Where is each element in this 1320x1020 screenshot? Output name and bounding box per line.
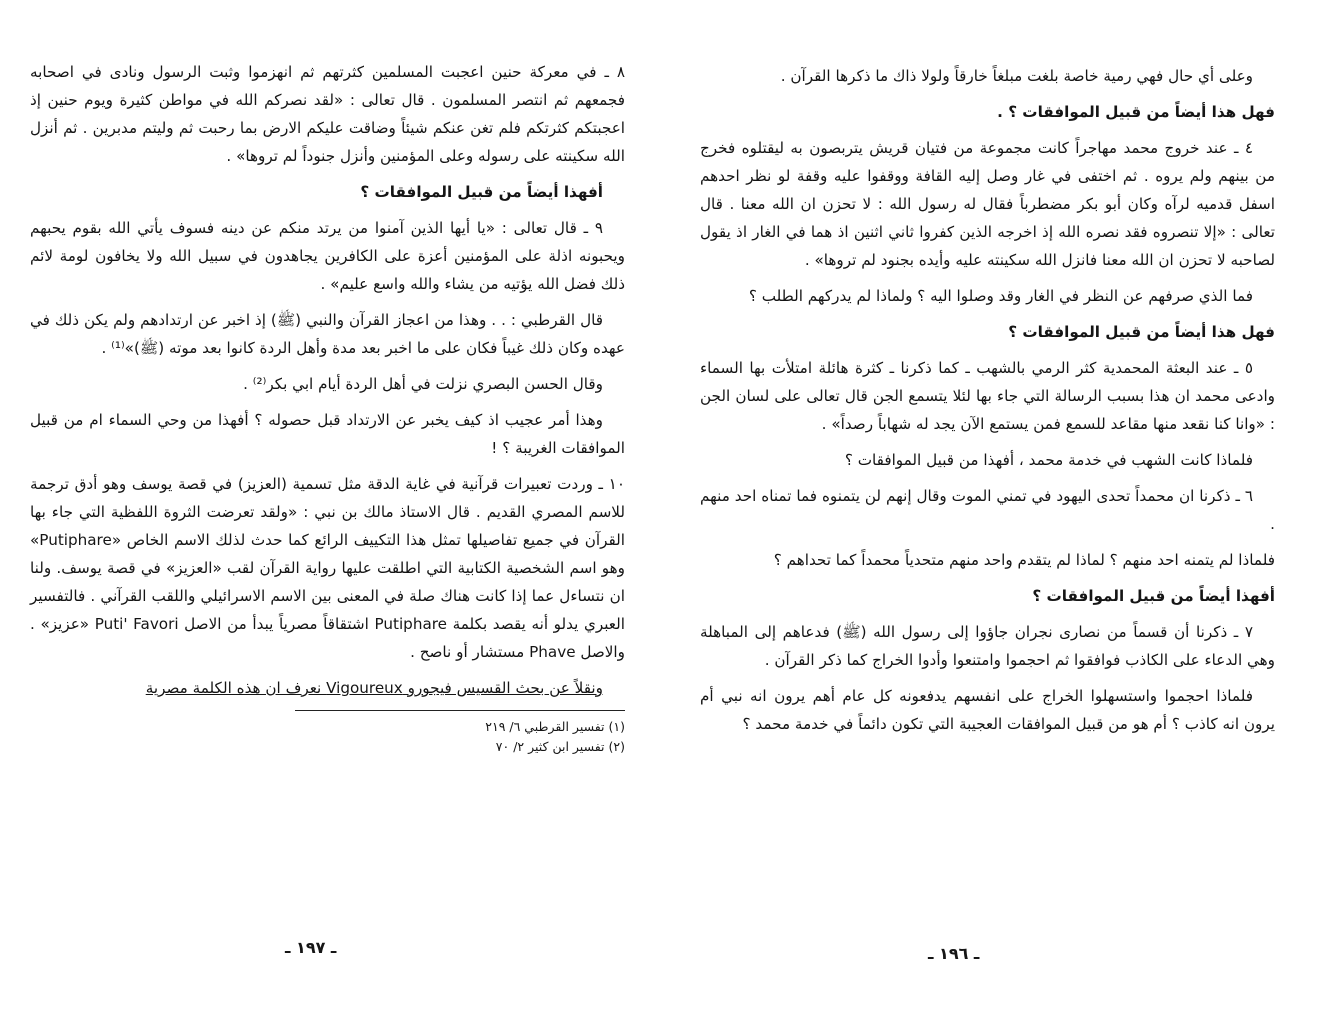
qurtubi-quote: قال القرطبي : . . وهذا من اعجاز القرآن والنبي (ﷺ) إذ اخبر عن ارتدادهم ولم يكن ذلك في عهده وكان ذلك غيباً فكان على ما اخبر بعد مدة وأهل الردة كانوا بعد موته (ﷺ)»⁽¹⁾ .: [30, 311, 625, 357]
hasan-basri-quote: وقال الحسن البصري نزلت في أهل الردة أيام ابي بكر⁽²⁾ .: [243, 375, 603, 393]
paragraph-7: ٧ ـ ذكرنا أن قسماً من نصارى نجران جاؤوا إلى رسول الله (ﷺ) فدعاهم إلى المباهلة وهي الدعاء على الكاذب فوافقوا ثم احجموا وامتنعوا وأدوا الخراج كما ذكر القرآن .: [700, 623, 1275, 669]
paragraph-5: ٥ ـ عند البعثة المحمدية كثر الرمي بالشهب ـ كما ذكرنا ـ كثرة هائلة امتلأت بها السماء وادعى محمد ان هذا بسبب الرسالة التي جاء بها لئلا يتسمع الجن قال تعالى على لسان الجن : «وانا كنا نقعد منها مقاعد للسمع فمن يستمع الآن يجد له شهاباً رصداً» .: [700, 359, 1275, 433]
left-page: [30, 58, 625, 1020]
paragraph-10: ١٠ ـ وردت تعبيرات قرآنية في غاية الدقة مثل تسمية (العزيز) في قصة يوسف وهو أدق ترجمة للاسم المصري القديم . قال الاستاذ مالك بن نبي : «ولقد تعرضت الثروة اللفظية التي جاء بها القرآن في جميع تفاصيلها تمثل هذا التكييف الرائع كما حدث لذلك الاسم الخاص «Putiphare» وهو اسم الشخصية الكتابية التي اطلقت عليها رواية القرآن لقب «العزيز» في قصة يوسف. ولنا ان نتساءل عما إذا كانت هناك صلة في المعنى بين الاسم الاسرائيلي واللقب القرآني . فالتفسير العبري يدلو أنه يقصد بكلمة Putiphare اشتقاقاً مصرياً يبدأ من الاصل Puti' Favori «عزيز» . والاصل Phave مستشار أو ناصح .: [30, 475, 625, 661]
paragraph-6: ٦ ـ ذكرنا ان محمداً تحدى اليهود في تمني الموت وقال إنهم لن يتمنوه فما تمناه احد منهم .: [700, 487, 1275, 533]
paragraph-intro: وعلى أي حال فهي رمية خاصة بلغت مبلغاً خارقاً ولولا ذاك ما ذكرها القرآن .: [780, 67, 1253, 85]
question-line: فهل هذا أيضاً من قبيل الموافقات ؟ .: [997, 103, 1275, 121]
closing-question: فلماذا احجموا واستسهلوا الخراج على انفسهم يدفعونه كل عام أهم يرون انه نبي أم يرون انه كاذب ؟ أم هو من قبيل الموافقات العجيبة التي تكون دائماً في خدمة محمد ؟: [700, 687, 1275, 733]
question-line: أفهذا أيضاً من قبيل الموافقات ؟: [1032, 587, 1275, 605]
paragraph-9: ٩ ـ قال تعالى : «يا أيها الذين آمنوا من يرتد منكم عن دينه فسوف يأتي الله بقوم يحبهم ويحبونه اذلة على المؤمنين أعزة على الكافرين يجاهدون في سبيل الله ولا يخافون لومة لائم ذلك فضل الله يؤتيه من يشاء والله واسع عليم» .: [30, 219, 625, 293]
footnote-divider: [295, 710, 625, 711]
paragraph-8: ٨ ـ في معركة حنين اعجبت المسلمين كثرتهم ثم انهزموا وثبت الرسول ونادى في اصحابه فجمعهم ثم انتصر المسلمون . قال تعالى : «لقد نصركم الله في مواطن كثيرة ويوم حنين إذ اعجبتكم كثرتكم فلم تغن عنكم شيئاً وضاقت عليكم الارض بما رحبت ثم وليتم مدبرين . ثم أنزل الله سكينته على رسوله وعلى المؤمنين وأنزل جنوداً لم تروها» .: [30, 63, 625, 165]
question-paragraph: وهذا أمر عجيب اذ كيف يخبر عن الارتداد قبل حصوله ؟ أفهذا من وحي السماء ام من قبيل الموافقات الغريبة ؟ !: [30, 411, 625, 457]
question-line: فما الذي صرفهم عن النظر في الغار وقد وصلوا اليه ؟ ولماذا لم يدركهم الطلب ؟: [748, 287, 1253, 305]
question-line: فهل هذا أيضاً من قبيل الموافقات ؟: [1008, 323, 1275, 341]
question-line: فلماذا كانت الشهب في خدمة محمد ، أفهذا من قبيل الموافقات ؟: [844, 451, 1253, 469]
footnote-1: (١) تفسير القرطبي ٦/ ٢١٩: [485, 719, 625, 734]
vigoureux-line: ونقلاً عن بحث القسيس فيجورو Vigoureux نعرف ان هذه الكلمة مصرية: [145, 679, 603, 697]
page-number-right: ـ ١٩٦ ـ: [928, 944, 980, 963]
footnote-2: (٢) تفسير ابن كثير ٢/ ٧٠: [495, 739, 625, 754]
question-line: فلماذا لم يتمنه احد منهم ؟ لماذا لم يتقدم واحد منهم متحدياً محمداً كما تحداهم ؟: [773, 551, 1275, 569]
right-page: [700, 62, 1275, 1020]
paragraph-4: ٤ ـ عند خروج محمد مهاجراً كانت مجموعة من فتيان قريش يتربصون به ليقتلوه فخرج من بينهم ولم يروه . ثم اختفى في غار وصل إليه القافة ووقفوا عليه وقفة لو نظر احدهم اسفل قدميه لرآه وكان أبو بكر مضطرباً فقال له رسول الله : لا تحزن ان الله معنا . قال تعالى : «إلا تنصروه فقد نصره الله إذ اخرجه الذين كفروا ثاني اثنين اذ هما في الغار اذ يقول لصاحبه لا تحزن ان الله معنا فانزل الله سكينته عليه وأيده بجنود لم تروها» .: [700, 139, 1275, 269]
page-number-left: ـ ١٩٧ ـ: [285, 938, 337, 957]
question-line: أفهذا أيضاً من قبيل الموافقات ؟: [360, 183, 603, 201]
